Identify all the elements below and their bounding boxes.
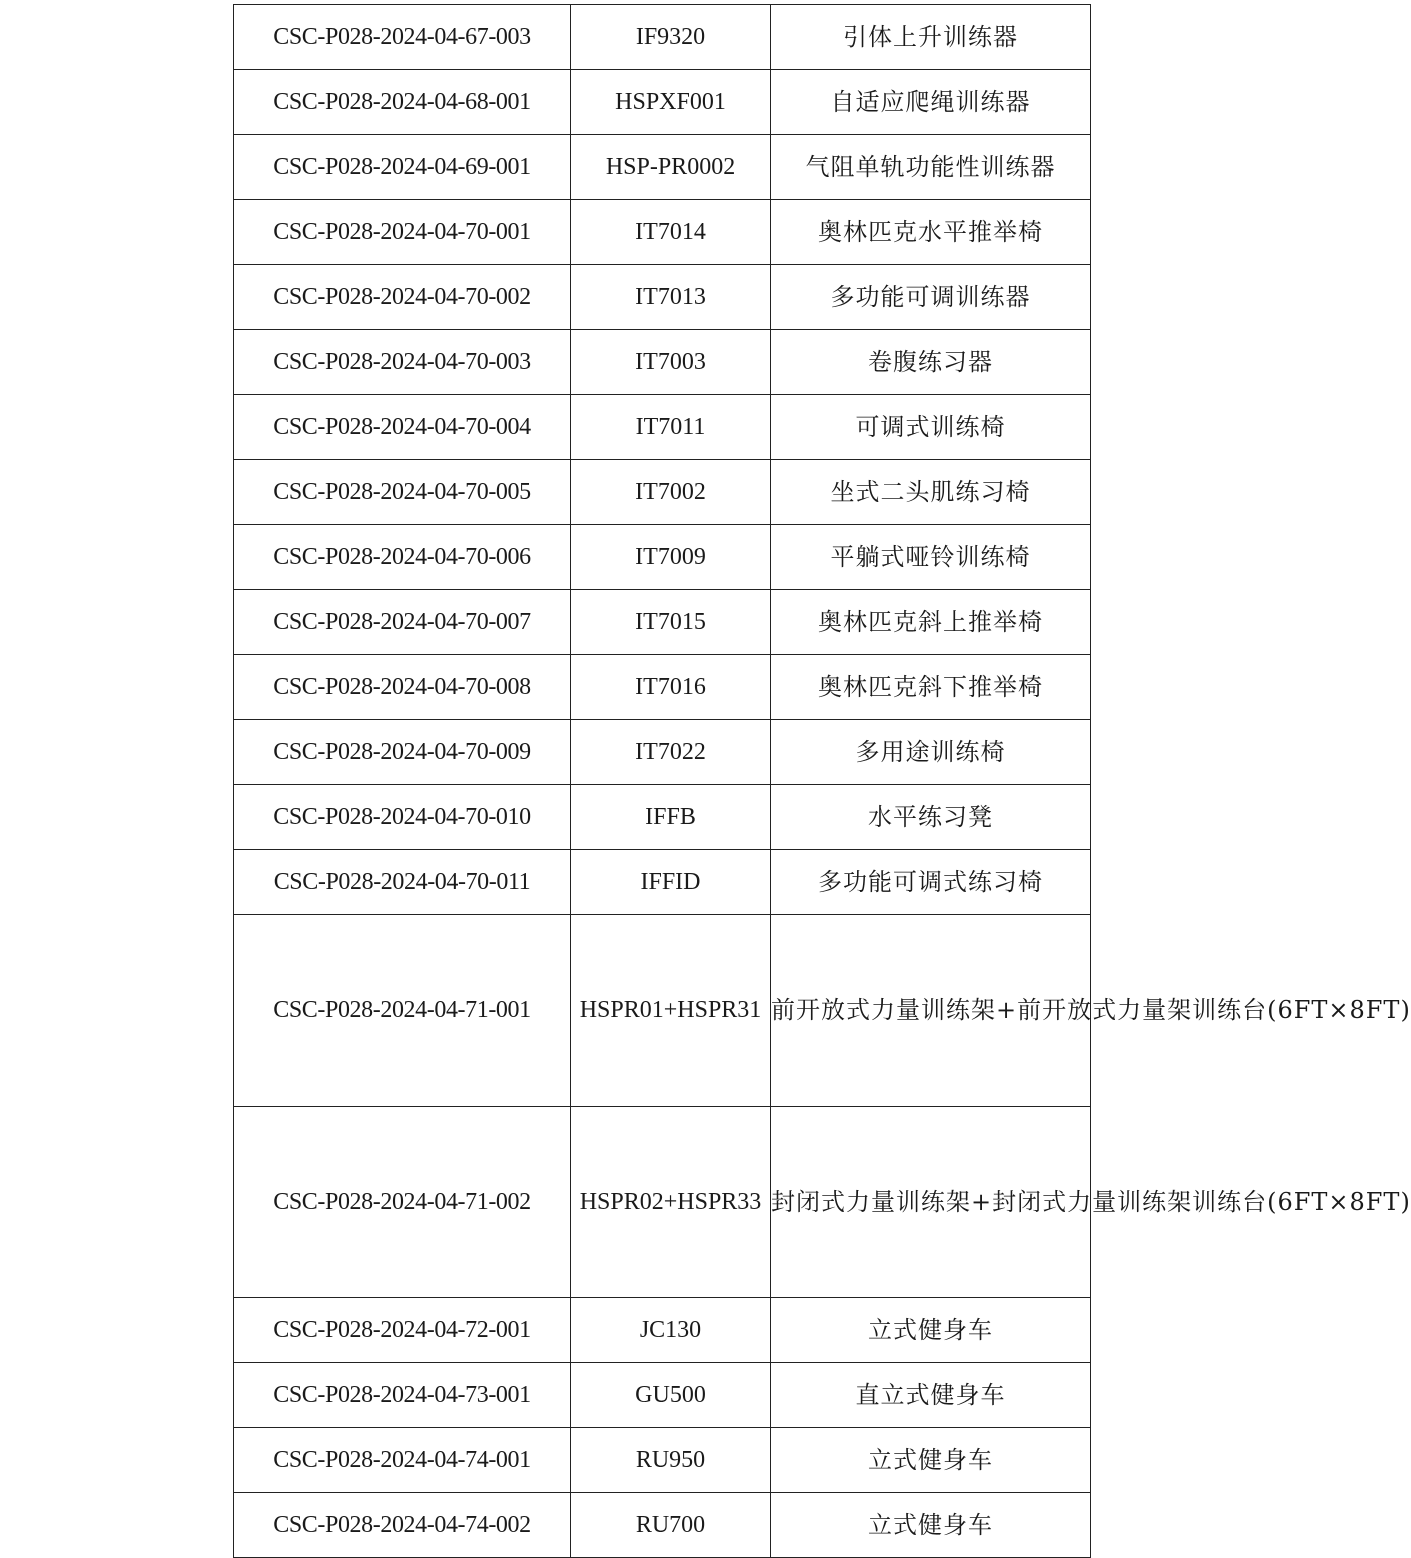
table-row (234, 1106, 1091, 1298)
certificate-code: CSC-P028-2024-04-70-004 (234, 395, 571, 460)
product-name: 多用途训练椅 (771, 720, 1091, 785)
product-name: 奥林匹克水平推举椅 (771, 200, 1091, 265)
product-name: 卷腹练习器 (771, 330, 1091, 395)
product-model: HSPR01+HSPR31 (571, 915, 771, 1107)
product-name: 多功能可调式练习椅 (771, 850, 1091, 915)
certificate-code: CSC-P028-2024-04-72-001 (234, 1298, 571, 1363)
table-row (234, 70, 1091, 135)
certificate-code: CSC-P028-2024-04-70-005 (234, 460, 571, 525)
product-model: IT7009 (571, 525, 771, 590)
table-row (234, 5, 1091, 70)
product-name: 封闭式力量训练架+封闭式力量训练架训练台(6FT×8FT) (771, 1106, 1091, 1298)
table-row (234, 135, 1091, 200)
product-name: 直立式健身车 (771, 1363, 1091, 1428)
product-name: 平躺式哑铃训练椅 (771, 525, 1091, 590)
certificate-code: CSC-P028-2024-04-70-003 (234, 330, 571, 395)
table-row (234, 460, 1091, 525)
product-model: IT7014 (571, 200, 771, 265)
product-model: IFFB (571, 785, 771, 850)
certificate-code: CSC-P028-2024-04-74-002 (234, 1493, 571, 1558)
product-model: IF9320 (571, 5, 771, 70)
product-model: IT7015 (571, 590, 771, 655)
table-row (234, 655, 1091, 720)
product-name: 气阻单轨功能性训练器 (771, 135, 1091, 200)
certificate-code: CSC-P028-2024-04-68-001 (234, 70, 571, 135)
table-row (234, 785, 1091, 850)
product-name: 坐式二头肌练习椅 (771, 460, 1091, 525)
product-name: 立式健身车 (771, 1493, 1091, 1558)
product-model: RU700 (571, 1493, 771, 1558)
certificate-code: CSC-P028-2024-04-70-011 (234, 850, 571, 915)
product-name: 前开放式力量训练架+前开放式力量架训练台(6FT×8FT) (771, 915, 1091, 1107)
product-name: 自适应爬绳训练器 (771, 70, 1091, 135)
table-row (234, 525, 1091, 590)
certificate-code: CSC-P028-2024-04-70-010 (234, 785, 571, 850)
product-model: IT7011 (571, 395, 771, 460)
product-model: IT7016 (571, 655, 771, 720)
product-model: HSP-PR0002 (571, 135, 771, 200)
product-model: IFFID (571, 850, 771, 915)
table-row (234, 1428, 1091, 1493)
certificate-code: CSC-P028-2024-04-70-007 (234, 590, 571, 655)
table-row (234, 590, 1091, 655)
certificate-code: CSC-P028-2024-04-69-001 (234, 135, 571, 200)
certificate-code: CSC-P028-2024-04-73-001 (234, 1363, 571, 1428)
table-row (234, 915, 1091, 1107)
table-row (234, 720, 1091, 785)
product-name: 奥林匹克斜上推举椅 (771, 590, 1091, 655)
table-row (234, 395, 1091, 460)
product-name: 立式健身车 (771, 1298, 1091, 1363)
product-model: RU950 (571, 1428, 771, 1493)
product-model: HSPR02+HSPR33 (571, 1106, 771, 1298)
table-row (234, 265, 1091, 330)
table-row (234, 1298, 1091, 1363)
product-model: JC130 (571, 1298, 771, 1363)
certificate-code: CSC-P028-2024-04-67-003 (234, 5, 571, 70)
product-model: IT7003 (571, 330, 771, 395)
product-name: 可调式训练椅 (771, 395, 1091, 460)
product-name: 奥林匹克斜下推举椅 (771, 655, 1091, 720)
product-model: IT7002 (571, 460, 771, 525)
product-model: GU500 (571, 1363, 771, 1428)
certificate-code: CSC-P028-2024-04-70-002 (234, 265, 571, 330)
certificate-code: CSC-P028-2024-04-70-006 (234, 525, 571, 590)
table-row (234, 200, 1091, 265)
product-model: HSPXF001 (571, 70, 771, 135)
product-model: IT7022 (571, 720, 771, 785)
certificate-code: CSC-P028-2024-04-70-001 (234, 200, 571, 265)
certificate-code: CSC-P028-2024-04-74-001 (234, 1428, 571, 1493)
table-row (234, 850, 1091, 915)
certificate-table (233, 4, 1411, 1558)
certificate-code: CSC-P028-2024-04-70-009 (234, 720, 571, 785)
product-name: 多功能可调训练器 (771, 265, 1091, 330)
product-name: 立式健身车 (771, 1428, 1091, 1493)
certificate-code: CSC-P028-2024-04-71-002 (234, 1106, 571, 1298)
table-row (234, 1363, 1091, 1428)
product-name: 引体上升训练器 (771, 5, 1091, 70)
product-model: IT7013 (571, 265, 771, 330)
table-row (234, 330, 1091, 395)
product-name: 水平练习凳 (771, 785, 1091, 850)
certificate-code: CSC-P028-2024-04-71-001 (234, 915, 571, 1107)
certificate-code: CSC-P028-2024-04-70-008 (234, 655, 571, 720)
table-row (234, 1493, 1091, 1558)
